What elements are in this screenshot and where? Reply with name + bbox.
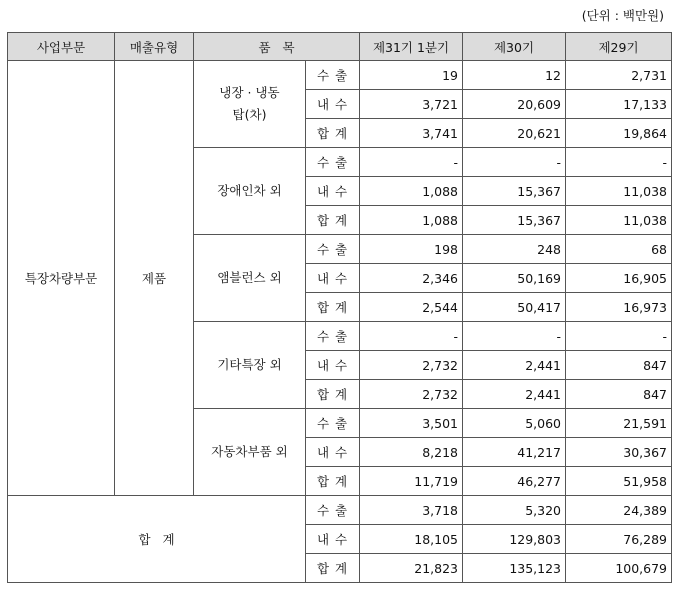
header-period-29: 제29기 bbox=[566, 33, 672, 61]
value-cell: 50,417 bbox=[463, 293, 566, 322]
total-value-cell: 129,803 bbox=[463, 525, 566, 554]
kind-cell: 합 계 bbox=[306, 119, 360, 148]
kind-cell: 합 계 bbox=[306, 293, 360, 322]
kind-cell: 합 계 bbox=[306, 554, 360, 583]
value-cell: - bbox=[566, 322, 672, 351]
kind-cell: 내 수 bbox=[306, 351, 360, 380]
product-name-cell: 기타특장 외 bbox=[194, 322, 306, 409]
value-cell: 2,441 bbox=[463, 351, 566, 380]
value-cell: 248 bbox=[463, 235, 566, 264]
value-cell: 2,346 bbox=[360, 264, 463, 293]
value-cell: - bbox=[463, 148, 566, 177]
value-cell: 2,732 bbox=[360, 351, 463, 380]
value-cell: 17,133 bbox=[566, 90, 672, 119]
total-value-cell: 135,123 bbox=[463, 554, 566, 583]
value-cell: 20,621 bbox=[463, 119, 566, 148]
value-cell: 2,441 bbox=[463, 380, 566, 409]
value-cell: 1,088 bbox=[360, 206, 463, 235]
total-value-cell: 21,823 bbox=[360, 554, 463, 583]
value-cell: 12 bbox=[463, 61, 566, 90]
total-value-cell: 18,105 bbox=[360, 525, 463, 554]
kind-cell: 수 출 bbox=[306, 148, 360, 177]
value-cell: 46,277 bbox=[463, 467, 566, 496]
sales-table bbox=[7, 32, 672, 583]
value-cell: 2,544 bbox=[360, 293, 463, 322]
total-row bbox=[8, 496, 672, 525]
value-cell: 1,088 bbox=[360, 177, 463, 206]
value-cell: 20,609 bbox=[463, 90, 566, 119]
value-cell: 19,864 bbox=[566, 119, 672, 148]
value-cell: 8,218 bbox=[360, 438, 463, 467]
kind-cell: 내 수 bbox=[306, 525, 360, 554]
value-cell: - bbox=[463, 322, 566, 351]
value-cell: 3,721 bbox=[360, 90, 463, 119]
value-cell: 847 bbox=[566, 380, 672, 409]
value-cell: 2,732 bbox=[360, 380, 463, 409]
value-cell: 11,038 bbox=[566, 206, 672, 235]
value-cell: 16,905 bbox=[566, 264, 672, 293]
total-value-cell: 76,289 bbox=[566, 525, 672, 554]
value-cell: 51,958 bbox=[566, 467, 672, 496]
kind-cell: 수 출 bbox=[306, 61, 360, 90]
table-row bbox=[8, 61, 672, 90]
kind-cell: 합 계 bbox=[306, 467, 360, 496]
total-value-cell: 24,389 bbox=[566, 496, 672, 525]
kind-cell: 내 수 bbox=[306, 90, 360, 119]
kind-cell: 수 출 bbox=[306, 496, 360, 525]
value-cell: 3,501 bbox=[360, 409, 463, 438]
product-name-cell: 장애인차 외 bbox=[194, 148, 306, 235]
division-cell: 특장차량부문 bbox=[8, 61, 115, 496]
product-name-cell: 앰블런스 외 bbox=[194, 235, 306, 322]
value-cell: - bbox=[360, 148, 463, 177]
kind-cell: 수 출 bbox=[306, 235, 360, 264]
sales-type-cell: 제품 bbox=[115, 61, 194, 496]
value-cell: 19 bbox=[360, 61, 463, 90]
value-cell: 5,060 bbox=[463, 409, 566, 438]
value-cell: 30,367 bbox=[566, 438, 672, 467]
kind-cell: 내 수 bbox=[306, 177, 360, 206]
kind-cell: 수 출 bbox=[306, 322, 360, 351]
total-value-cell: 3,718 bbox=[360, 496, 463, 525]
value-cell: 15,367 bbox=[463, 177, 566, 206]
value-cell: 21,591 bbox=[566, 409, 672, 438]
value-cell: 3,741 bbox=[360, 119, 463, 148]
product-name-cell: 냉장 · 냉동 탑(차) bbox=[194, 61, 306, 148]
unit-label: (단위 : 백만원) bbox=[581, 8, 664, 23]
kind-cell: 합 계 bbox=[306, 206, 360, 235]
header-row bbox=[8, 33, 672, 61]
value-cell: 847 bbox=[566, 351, 672, 380]
total-value-cell: 5,320 bbox=[463, 496, 566, 525]
value-cell: 11,038 bbox=[566, 177, 672, 206]
total-label-cell: 합 계 bbox=[8, 496, 306, 583]
value-cell: - bbox=[566, 148, 672, 177]
product-name-cell: 자동차부품 외 bbox=[194, 409, 306, 496]
header-product: 품 목 bbox=[194, 33, 360, 61]
kind-cell: 내 수 bbox=[306, 438, 360, 467]
kind-cell: 수 출 bbox=[306, 409, 360, 438]
value-cell: 16,973 bbox=[566, 293, 672, 322]
header-period-30: 제30기 bbox=[463, 33, 566, 61]
header-division: 사업부문 bbox=[8, 33, 115, 61]
value-cell: 15,367 bbox=[463, 206, 566, 235]
value-cell: 11,719 bbox=[360, 467, 463, 496]
value-cell: 41,217 bbox=[463, 438, 566, 467]
kind-cell: 내 수 bbox=[306, 264, 360, 293]
value-cell: 2,731 bbox=[566, 61, 672, 90]
value-cell: 198 bbox=[360, 235, 463, 264]
value-cell: 68 bbox=[566, 235, 672, 264]
value-cell: 50,169 bbox=[463, 264, 566, 293]
total-value-cell: 100,679 bbox=[566, 554, 672, 583]
kind-cell: 합 계 bbox=[306, 380, 360, 409]
header-period-31q1: 제31기 1분기 bbox=[360, 33, 463, 61]
value-cell: - bbox=[360, 322, 463, 351]
header-sales-type: 매출유형 bbox=[115, 33, 194, 61]
